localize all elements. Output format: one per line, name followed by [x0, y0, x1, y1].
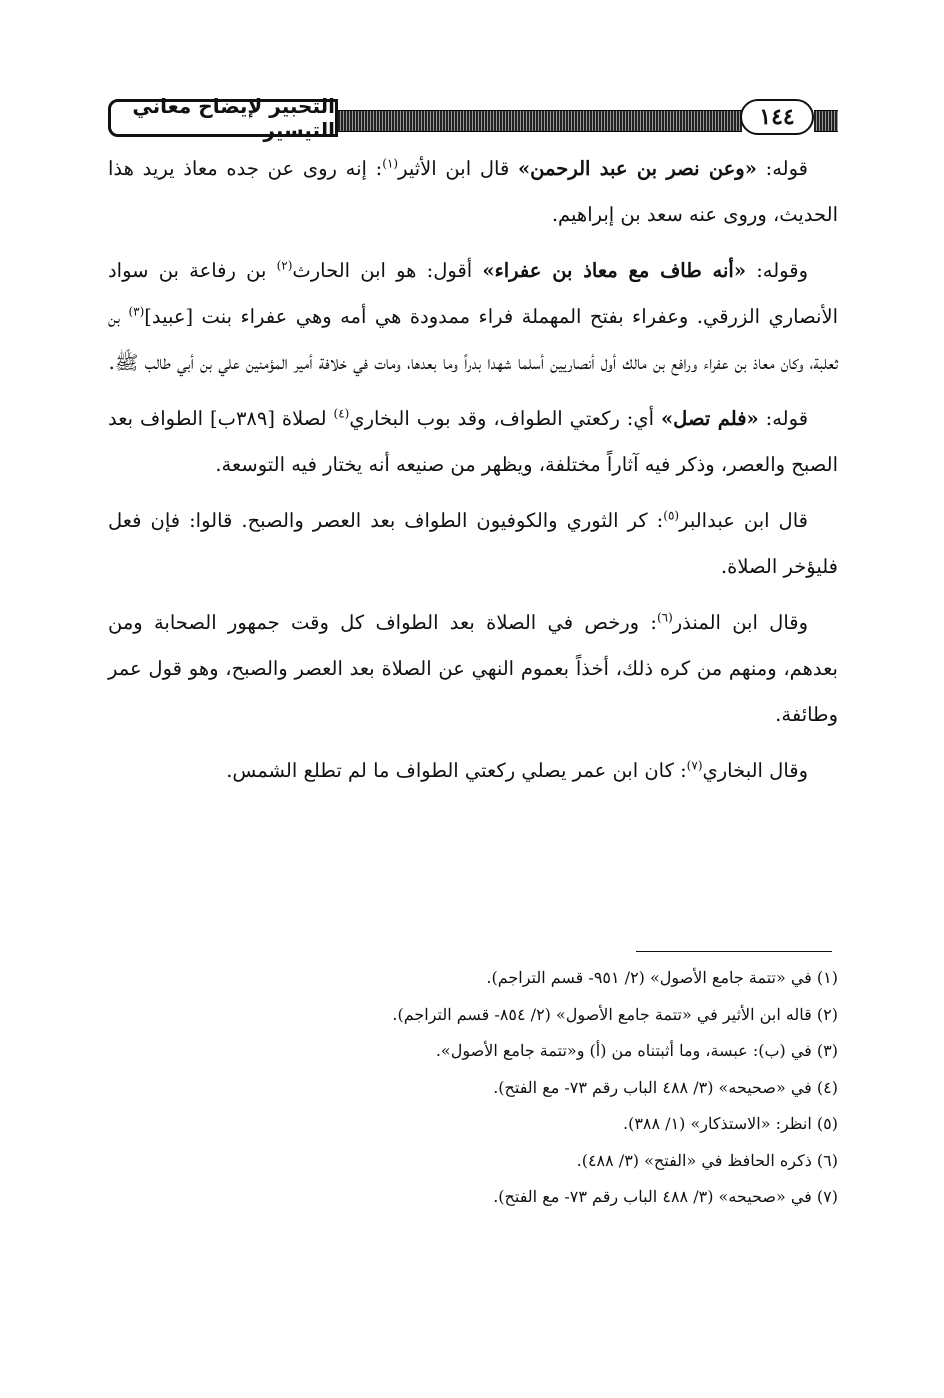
text-run: قوله: — [758, 407, 809, 430]
text-run: : كر الثوري والكوفيون الطواف بعد العصر والصبح. قالوا: فإن فعل فليؤخر الصلاة. — [108, 509, 838, 578]
paragraph — [108, 498, 838, 590]
text-run: قوله: — [756, 157, 809, 180]
bold-quote: «فلم تصل» — [660, 407, 759, 430]
paragraph — [108, 248, 838, 386]
paragraph — [108, 396, 838, 488]
footnote-ref: (٦) — [656, 610, 673, 625]
text-run: وقال ابن المنذر — [672, 611, 808, 634]
header-ornament-band — [338, 110, 742, 132]
main-text — [108, 146, 838, 804]
text-run: وقال البخاري — [702, 759, 808, 782]
footnote: (٣) في (ب): عبسة، وما أثبتناه من (أ) و«تتمة جامع الأصول». — [435, 1041, 838, 1060]
text-run: أي: ركعتي الطواف، وقد بوب البخاري — [349, 407, 661, 430]
page-header — [108, 94, 838, 142]
footnote-ref: (٧) — [686, 758, 703, 773]
header-ornament-cap — [814, 110, 838, 132]
text-run: وقوله: — [746, 259, 808, 282]
text-run: أقول: هو ابن الحارث — [292, 259, 483, 282]
footnote-divider — [636, 951, 832, 952]
text-run: بن رفاعة بن سواد الأنصاري الزرقي. وعفراء بفتح المهملة فراء ممدودة هي أمه وهي عفراء بنت [عبيد] — [108, 259, 838, 328]
paragraph — [108, 600, 838, 738]
text-run: بن ثعلبة، وكان معاذ بن عفراء ورافع بن مالك أول أنصاريين أسلما شهدا بدراً وما بعدها، ومات في خلافة أمير المؤمنين علي بن أبي طالب ﷺ. — [108, 305, 838, 374]
paragraph — [108, 748, 838, 794]
bold-quote: «وعن نصر بن عبد الرحمن» — [517, 157, 757, 180]
footnote: (١) في «تتمة جامع الأصول» (٢/ ٩٥١- قسم التراجم). — [486, 968, 838, 987]
footnote: (٤) في «صحيحه» (٣/ ٤٨٨ الباب رقم ٧٣- مع الفتح). — [493, 1077, 838, 1097]
text-run: : إنه روى عن جده معاذ يريد هذا الحديث، وروى عنه سعد بن إبراهيم. — [108, 157, 838, 226]
text-run: قال ابن الأثير — [398, 157, 518, 180]
text-run: : ورخص في الصلاة بعد الطواف كل وقت جمهور الصحابة ومن بعدهم، ومنهم من كره ذلك، أخذاً بعموم النهي عن الصلاة بعد العصر والصبح، وهو قول عمر وطائفة. — [108, 611, 838, 726]
text-run: لصلاة [٣٨٩ب] الطواف بعد الصبح والعصر، وذكر فيه آثاراً مختلفة، ويظهر من صنيعه أنه يختار فيه التوسعة. — [108, 407, 838, 476]
footnote: (٦) ذكره الحافظ في «الفتح» (٣/ ٤٨٨). — [576, 1150, 838, 1170]
footnote-ref: (٢) — [276, 258, 293, 273]
page-number: ١٤٤ — [740, 99, 814, 135]
text-run: قال ابن عبدالبر — [679, 509, 808, 532]
footnote: (٢) قاله ابن الأثير في «تتمة جامع الأصول» (٢/ ٨٥٤- قسم التراجم). — [392, 1004, 838, 1024]
footnote: (٧) في «صحيحه» (٣/ ٤٨٨ الباب رقم ٧٣- مع الفتح). — [493, 1187, 838, 1206]
paragraph — [108, 146, 838, 238]
footnote: (٥) انظر: «الاستذكار» (١/ ٣٨٨). — [622, 1114, 838, 1133]
footnote-ref: (١) — [382, 156, 399, 171]
bold-quote: «أنه طاف مع معاذ بن عفراء» — [482, 259, 747, 282]
footnotes — [108, 960, 838, 1216]
footnote-ref: (٤) — [333, 406, 350, 421]
text-run: : كان ابن عمر يصلي ركعتي الطواف ما لم تطلع الشمس. — [226, 759, 687, 782]
footnote-ref: (٥) — [663, 508, 680, 523]
book-title: التحبير لإيضاح معاني التيسير — [108, 99, 338, 137]
footnote-ref: (٣) — [128, 304, 145, 319]
